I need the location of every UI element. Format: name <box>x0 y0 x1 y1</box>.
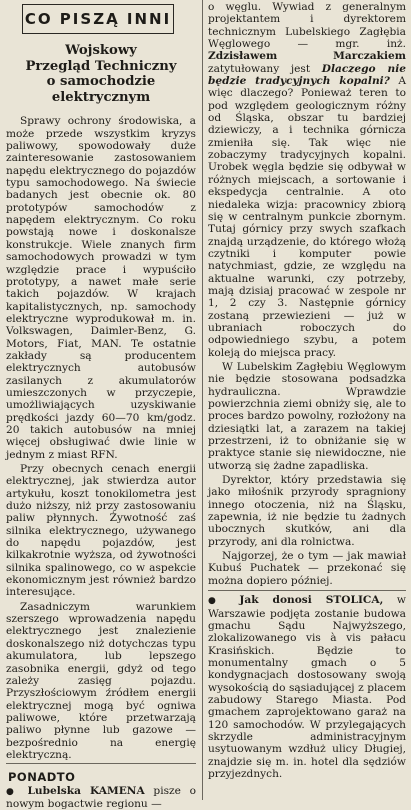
headline-line-2: Przegląd Techniczny <box>25 58 177 74</box>
section-divider-right <box>208 590 406 591</box>
right-p1-a: o węglu. Wywiad z generalnym projektantem i dyrektorem technicznym Lubelskiego Zagłębia Węglowego — mgr. inż. <box>208 1 406 51</box>
right-column <box>208 1 406 800</box>
director-name: Zdzisławem Marczakiem <box>208 50 406 63</box>
stolica-name: Jak donosi STOLICA, <box>239 594 384 607</box>
column-divider <box>202 0 203 800</box>
column-title: CO PISZĄ INNI <box>24 9 172 28</box>
headline-line-3: o samochodzie elektrycznym <box>46 74 156 105</box>
right-paragraph-3: Dyrektor, który przedstawia się jako miłośnik przyrody spragniony innego otoczenia, niż na Śląsku, zapewnia, iż nie będzie tu żadnych ubocznych skutków, ani dla przyrody, ani dla rolnictwa. <box>208 474 406 548</box>
right-p1-b: zatytułowany jest <box>208 62 322 75</box>
right-paragraph-2: W Lubelskim Zagłębiu Węglowym nie będzie stosowana podsadzka hydrauliczna. Wprawdzie powierzchnia ziemi obniży się, ale to proces bardzo powolny, rozłożony na dziesiątki lat, a zarazem na takiej przestrzeni, iż to obniżanie się w praktyce stanie się niewidoczne, nie utworzą się żadne zapadliska. <box>208 360 406 472</box>
article-headline <box>6 43 196 105</box>
section-divider <box>6 763 196 764</box>
right-p1-c: A więc dlaczego? Ponieważ teren to pod względem geologicznym różny od Śląska, obszar tu bardziej dziewiczy, a i technika górnicza zmieniła się. Tak więc nie zobaczymy tradycyjnych kopalni. Urobek węgla będzie się odbywał w różnych miejscach, a sortowanie i ekspedycja centralnie. A oto niedaleka wizja: pracownicy zbiorą się w centralnym punkcie zbornym. Tutaj górnicy przy swych szafkach znajdą urządzenie, do którego włożą czytniki i komputer powie natychmiast, gdzie, ze względu na aktualne warunki, czy potrzeby, mają dzisiaj pracować w zespole nr 1, 2 czy 3. Następnie górnicy zostaną przewiezieni — już w ubraniach roboczych do odpowiedniego szybu, a potem koleją do miejsca pracy. <box>208 75 406 359</box>
left-column <box>6 0 196 810</box>
kamena-name: Lubelska KAMENA <box>27 784 145 797</box>
kamena-text: pisze o nowym bogactwie regionu — <box>6 784 196 810</box>
kamena-continuation <box>208 1 406 359</box>
stolica-item <box>208 594 406 780</box>
stolica-text: w Warszawie podjęta zostanie budowa gmachu Sądu Najwyższego, zlokalizowanego vis à vis pałacu Krasińskich. Będzie to monumentalny gmach o 5 kondygnacjach dostosowany swoją wysokością do sąsiadującej z placem zabudowy Starego Miasta. Pod gmachem zaprojektowano garaż na 120 samochodów. W przylegających skrzydle administracyjnym usytuowanym wzdłuż ulicy Długiej, znajdzie się m. in. hotel dla sędziów przyjezdnych. <box>208 594 407 780</box>
right-paragraph-4: Najgorzej, że o tym — jak mawiał Kubuś Puchatek — przekonać się można dopiero później. <box>208 550 406 587</box>
article-paragraph-2: Przy obecnych cenach energii elektrycznej, jak stwierdza autor artykułu, koszt tonokilometra jest dużo niższy, niż przy zastosowaniu paliw płynnych. Żywotność zaś silnika elektrycznego, używanego do napędu pojazdów, jest kilkakrotnie wyższa, od żywotności silnika spalinowego, co w aspekcie ekonomicznym jest również bardzo interesujące. <box>6 463 196 599</box>
column-title-box <box>22 4 174 34</box>
headline-line-1: Wojskowy <box>65 43 137 58</box>
article-paragraph-3: Zasadniczym warunkiem szerszego wprowadzenia napędu elektrycznego jest znalezienie doskonalszego niż dotychczas typu akumulatora, lub lepszego zasobnika energii, gdyż od tego zależy zasięg pojazdu. Przyszłościowym źródłem energii elektrycznej mogą być ogniwa paliwowe, które przetwarzają paliwo płynne lub gazowe — bezpośrednio na energię elektryczną. <box>6 600 196 761</box>
kamena-item <box>6 785 196 810</box>
interview-title: Dlaczego nie będzie tradycyjnych kopalni? <box>208 62 406 88</box>
ponadto-heading: PONADTO <box>8 770 76 785</box>
article-paragraph-1: Sprawy ochrony środowiska, a może przede wszystkim kryzys paliwowy, spowodowały duże zainteresowanie zastosowaniem napędu elektrycznego do pojazdów typu samochodowego. Na świecie badanych jest obecnie ok. 80 prototypów samochodów z napędem elektrycznym. Co roku powstają nowe i doskonalsze konstrukcje. Wiele znanych firm samochodowych prowadzi w tym względzie prace i wypuściło prototypy, a nawet małe serie takich pojazdów. W krajach kapitalistycznych, np. samochody elektryczne wyprodukował m. in. Volkswagen, Daimler-Benz, G. Motors, Fiat, MAN. Te ostatnie zakłady są producentem elektrycznych autobusów zasilanych z akumulatorów umieszczonych w przyczepie, umożliwiających uzyskiwanie prędkości jazdy 60—70 km/godz. 20 takich autobusów na mniej więcej obsługiwać dwie linie w jednym z miast RFN. <box>6 115 196 461</box>
